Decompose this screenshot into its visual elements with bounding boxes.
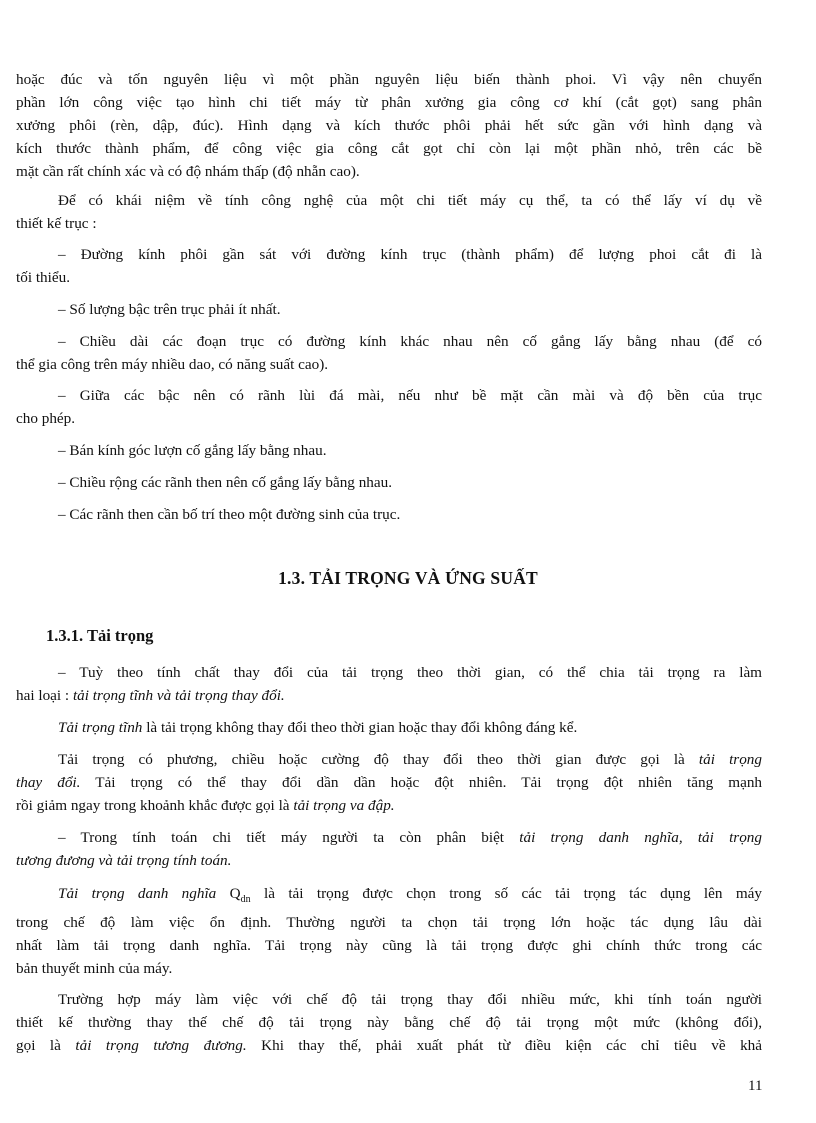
italic-term: Tải trọng danh nghĩa xyxy=(58,885,217,902)
paragraph-line: thiết kế trục : xyxy=(16,215,97,232)
paragraph-line: Để có khái niệm về tính công nghệ của một chi tiết máy cụ thể, ta có thể lấy ví dụ về xyxy=(58,192,762,209)
symbol-subscript: dn xyxy=(240,894,251,906)
paragraph-line: thiết kế thường thay thế chế độ tải trọng này bằng chế độ tải trọng một mức (không đổi), xyxy=(16,1014,762,1031)
paragraph-line xyxy=(16,826,762,849)
bullet-item xyxy=(16,384,762,430)
text-run: là tải trọng được chọn trong số các tải trọng tác dụng lên máy xyxy=(250,885,762,902)
bullet-item xyxy=(16,243,762,289)
paragraph-line xyxy=(16,716,762,739)
paragraph-line: mặt cần rất chính xác và có độ nhám thấp (độ nhẵn cao). xyxy=(16,163,360,180)
text-run: Tải trọng có thể thay đổi dần dần hoặc đột nhiên. Tải trọng đột nhiên tăng mạnh xyxy=(80,774,762,791)
paragraph-variable-load xyxy=(16,748,762,817)
paragraph-equivalent-load xyxy=(16,988,762,1057)
italic-term: tải trọng tĩnh và tải trọng thay đổi. xyxy=(72,687,285,704)
paragraph-line xyxy=(16,771,762,794)
bullet-line: tối thiểu. xyxy=(16,269,70,286)
bullet-line: cho phép. xyxy=(16,410,76,427)
bullet-line: – Bán kính góc lượn cố gắng lấy bằng nhau. xyxy=(58,442,327,459)
bullet-line: – Chiều rộng các rãnh then nên cố gắng lấy bằng nhau. xyxy=(58,474,393,491)
symbol-q: Q xyxy=(229,885,241,902)
text-run: là tải trọng không thay đổi theo thời gian hoặc thay đổi không đáng kể. xyxy=(142,719,578,736)
paragraph-line: – Tuỳ theo tính chất thay đổi của tải trọng theo thời gian, có thể chia tải trọng ra làm xyxy=(58,664,762,681)
paragraph-load-kinds xyxy=(16,826,762,872)
bullet-line: thể gia công trên máy nhiều dao, có năng suất cao). xyxy=(16,356,329,373)
section-title: 1.3. TẢI TRỌNG VÀ ỨNG SUẤT xyxy=(278,568,538,588)
text-run: gọi là xyxy=(16,1037,76,1054)
paragraph-line: nhất làm tải trọng danh nghĩa. Tải trọng này cũng là tải trọng được ghi chính thức trong các xyxy=(16,937,762,955)
top-paragraph xyxy=(16,68,762,183)
paragraph-line: bản thuyết minh của máy. xyxy=(16,960,173,978)
paragraph-line: hoặc đúc và tốn nguyên liệu vì một phần nguyên liệu biến thành phoi. Vì vậy nên chuyển xyxy=(16,71,762,88)
bullet-line: – Đường kính phôi gần sát với đường kính trục (thành phẩm) để lượng phoi cắt đi là xyxy=(58,246,762,263)
bullet-line: – Chiều dài các đoạn trục có đường kính khác nhau nên cố gắng lấy bằng nhau (để có xyxy=(58,333,762,350)
paragraph-nominal-load xyxy=(16,882,762,980)
example-intro xyxy=(16,189,762,235)
italic-term: tải trọng danh nghĩa, tải trọng xyxy=(519,829,762,846)
bullet-item xyxy=(16,298,762,321)
paragraph-line: xưởng phôi (rèn, dập, đúc). Hình dạng và kích thước phôi phải hết sức gần với hình dạng và xyxy=(16,117,762,134)
italic-term: tải trọng tương đương. xyxy=(75,1037,247,1054)
bullet-item xyxy=(16,471,762,494)
italic-term: tương đương và tải trọng tính toán. xyxy=(16,852,232,869)
text-run: rồi giảm ngay trong khoảnh khắc được gọi là xyxy=(16,797,294,814)
italic-term: Tải trọng tĩnh xyxy=(58,719,143,736)
bullet-line: – Số lượng bậc trên trục phải ít nhất. xyxy=(58,301,281,318)
paragraph-static-load xyxy=(16,716,762,739)
text-run: Khi thay thế, phải xuất phát từ điều kiện các chỉ tiêu về khả xyxy=(246,1037,762,1054)
paragraph-line xyxy=(16,849,762,872)
paragraph-line: phần lớn công việc tạo hình chi tiết máy từ phân xưởng gia công cơ khí (cắt gọt) sang phân xyxy=(16,94,762,111)
paragraph-line: Trường hợp máy làm việc với chế độ tải trọng thay đổi nhiều mức, khi tính toán người xyxy=(58,991,762,1008)
paragraph-line xyxy=(16,882,762,911)
paragraph-line: kích thước thành phẩm, để công việc gia công cắt gọt chỉ còn lại một phần nhỏ, trên các bề xyxy=(16,140,762,157)
subsection-title: 1.3.1. Tải trọng xyxy=(46,626,154,645)
bullet-line: – Giữa các bậc nên có rãnh lùi đá mài, nếu như bề mặt cần mài và độ bền của trục xyxy=(58,387,762,404)
paragraph-line: trong chế độ làm việc ổn định. Thường người ta chọn tải trọng lớn hoặc tác dụng lâu dài xyxy=(16,914,762,932)
italic-term: thay đổi. xyxy=(16,774,81,791)
bullet-item xyxy=(16,330,762,376)
bullet-item xyxy=(16,439,762,462)
page-number: 11 xyxy=(748,1078,763,1094)
paragraph-line xyxy=(16,1034,762,1057)
paragraph-line xyxy=(16,794,762,817)
text-run: hai loại : xyxy=(16,687,73,704)
paragraph-load-types xyxy=(16,661,762,707)
text-run: Tải trọng có phương, chiều hoặc cường độ thay đổi theo thời gian được gọi là xyxy=(58,751,699,768)
bullet-line: – Các rãnh then cần bố trí theo một đường sinh của trục. xyxy=(58,506,401,523)
text-run: – Trong tính toán chi tiết máy người ta còn phân biệt xyxy=(58,829,520,846)
bullet-item xyxy=(16,503,762,526)
paragraph-line xyxy=(16,748,762,771)
paragraph-line xyxy=(16,684,762,707)
italic-term: tải trọng va đập. xyxy=(293,797,395,814)
italic-term: tải trọng xyxy=(698,751,762,768)
